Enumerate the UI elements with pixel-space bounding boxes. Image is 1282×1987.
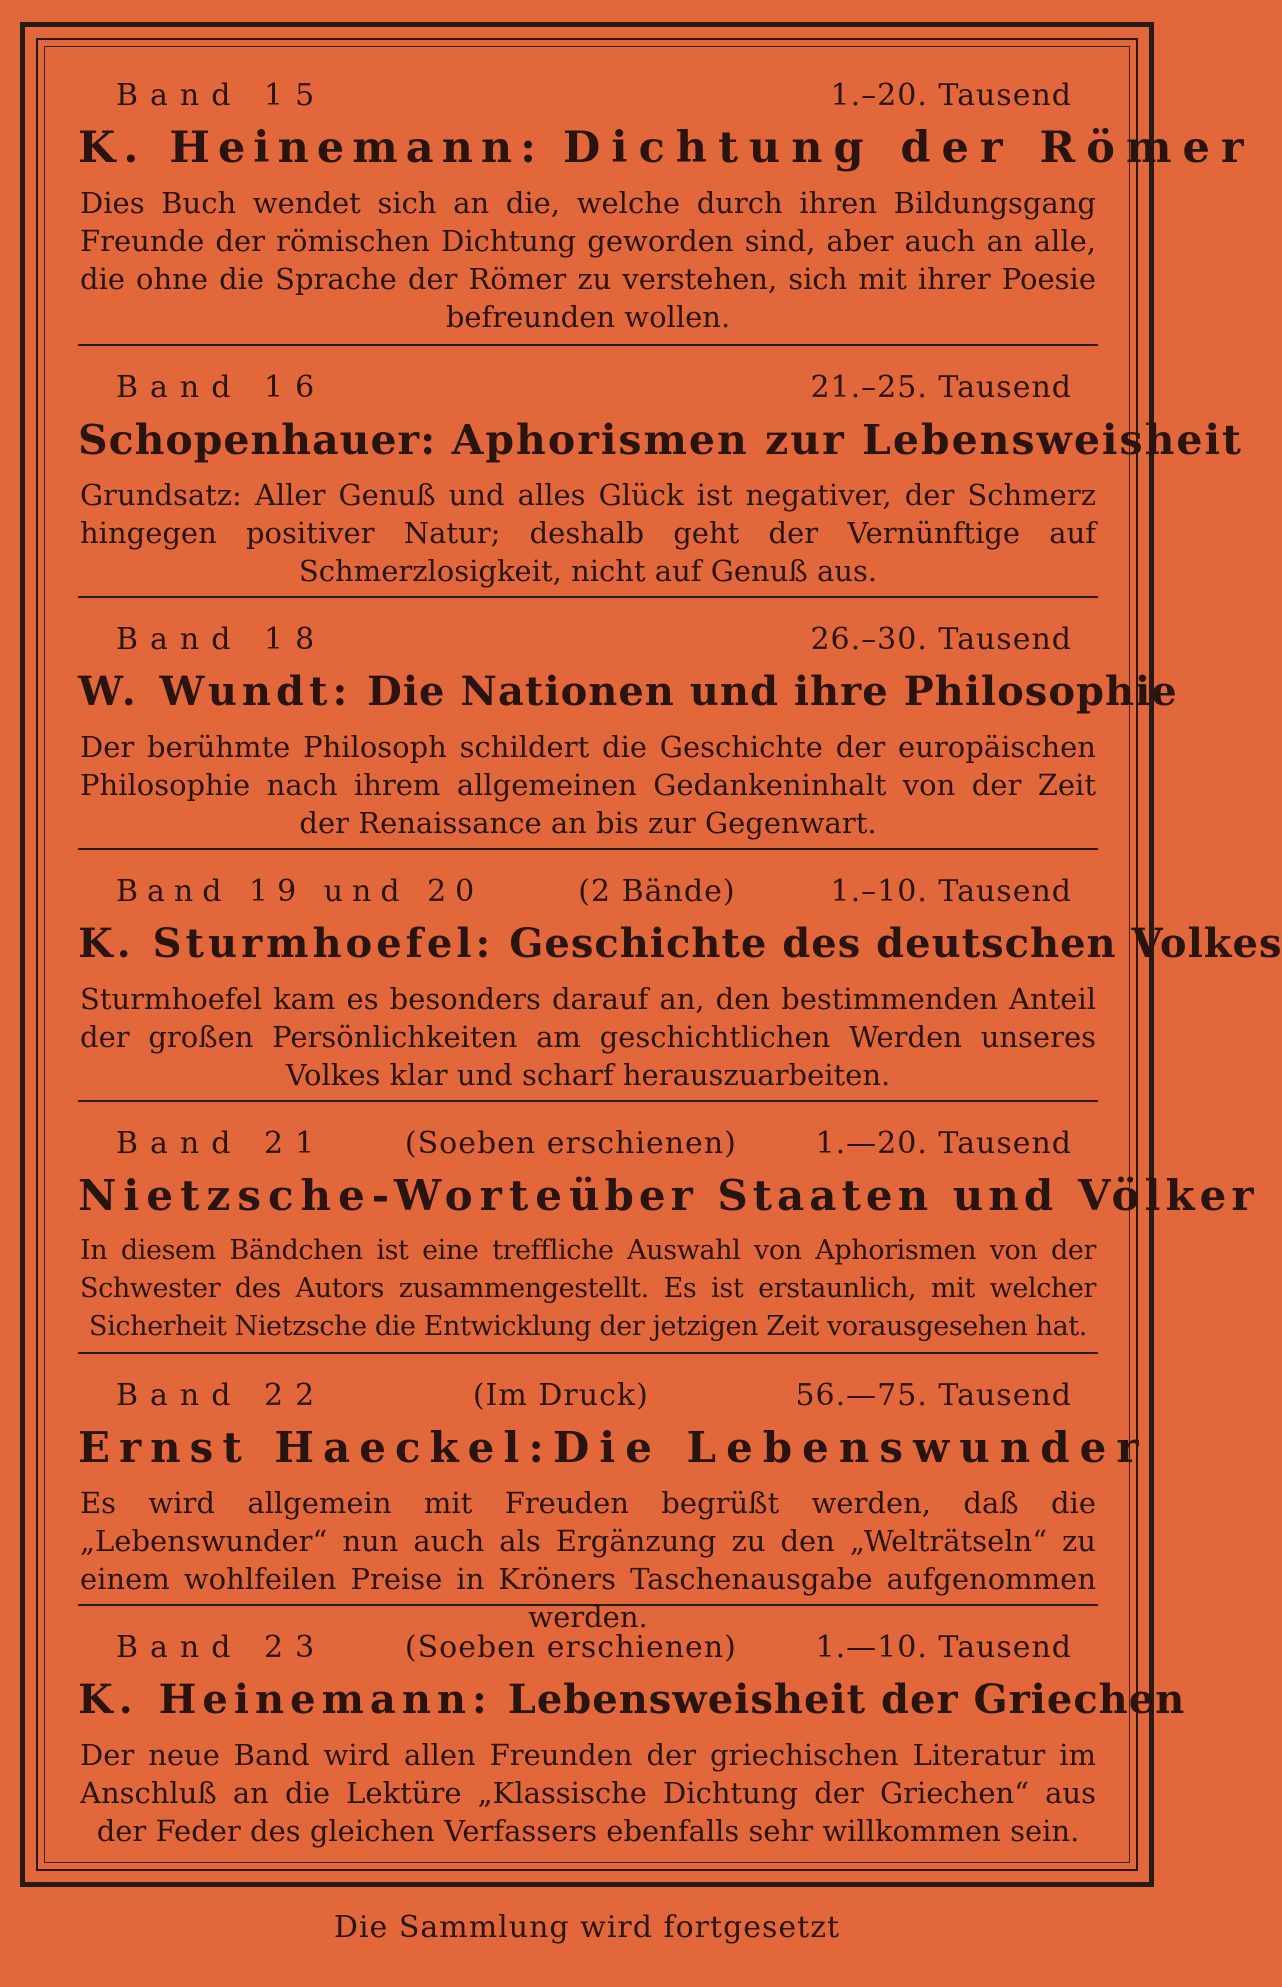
entry-title bbox=[78, 916, 1282, 972]
entry-description: Der neue Band wird allen Freunden der griechischen Literatur im Anschluß an die Lektüre „Klassische Dichtung der Griechen“ aus der Feder des gleichen Verfassers ebenfalls sehr willkommen sein. bbox=[80, 1738, 1096, 1848]
entry-headline bbox=[78, 1630, 1098, 1670]
entry-description: Es wird allgemein mit Freuden begrüßt werden, daß die „Lebenswunder“ nun auch als Ergänzung zu den „Welträtseln“ zu einem wohlfeilen Preise in Kröners Taschenausgabe aufgenommen werden. bbox=[80, 1486, 1096, 1634]
print-run: 56.—75. Tausend bbox=[795, 1378, 1072, 1413]
author-name: W. Wundt: bbox=[78, 668, 353, 715]
catalog-entry bbox=[78, 1624, 1186, 1848]
divider bbox=[78, 1352, 1098, 1354]
work-title: Lebensweisheit der Griechen bbox=[507, 1676, 1186, 1723]
edition-note: (2 Bände) bbox=[578, 874, 736, 909]
footer-note: Die Sammlung wird fortgesetzt bbox=[333, 1910, 841, 1945]
entry-title bbox=[78, 1168, 1259, 1224]
band-number: Band 23 bbox=[116, 1630, 327, 1665]
band-number: Band 21 bbox=[116, 1126, 327, 1161]
band-number: Band 18 bbox=[116, 622, 327, 657]
entry-headline bbox=[78, 370, 1098, 410]
entry-description: Grundsatz: Aller Genuß und alles Glück ist negativer, der Schmerz hingegen positiver Natur; deshalb geht der Vernünftige auf Schmerzlosigkeit, nicht auf Genuß aus. bbox=[80, 478, 1096, 588]
work-title: Aphorismen zur Lebensweisheit bbox=[451, 416, 1243, 464]
entry-headline bbox=[78, 1126, 1098, 1166]
band-number: Band 22 bbox=[116, 1378, 327, 1413]
work-title: Dichtung der Römer bbox=[563, 123, 1255, 173]
catalog-entry bbox=[78, 1372, 1149, 1634]
entry-title bbox=[78, 664, 1178, 720]
print-run: 26.–30. Tausend bbox=[810, 622, 1072, 657]
work-title: Die Nationen und ihre Philosophie bbox=[367, 668, 1178, 715]
author-name: K. Heinemann: bbox=[78, 123, 545, 173]
entry-title bbox=[78, 120, 1255, 176]
print-run: 1.—10. Tausend bbox=[815, 1630, 1072, 1665]
catalog-entry bbox=[78, 1120, 1259, 1342]
print-run: 1.–20. Tausend bbox=[830, 78, 1072, 113]
divider bbox=[78, 344, 1098, 346]
entry-title bbox=[78, 1420, 1149, 1476]
work-title: über Staaten und Völker bbox=[568, 1171, 1259, 1220]
divider bbox=[78, 596, 1098, 598]
author-name: Schopenhauer: bbox=[78, 416, 437, 464]
author-name: K. Sturmhoefel: bbox=[78, 920, 495, 967]
author-name: K. Heinemann: bbox=[78, 1676, 493, 1723]
entry-headline bbox=[78, 78, 1098, 118]
edition-note: (Im Druck) bbox=[472, 1378, 649, 1413]
band-number: Band 15 bbox=[116, 78, 327, 113]
entry-description: Dies Buch wendet sich an die, welche durch ihren Bildungsgang Freunde der römischen Dichtung geworden sind, aber auch an alle, die ohne die Sprache der Römer zu verstehen, sich mit ihrer Poesie befreunden wollen. bbox=[80, 186, 1096, 334]
entry-headline bbox=[78, 622, 1098, 662]
entry-headline bbox=[78, 874, 1098, 914]
catalog-entry bbox=[78, 868, 1282, 1092]
entry-description: Der berühmte Philosoph schildert die Geschichte der europäischen Philosophie nach ihrem allgemeinen Gedankeninhalt von der Zeit der Renaissance an bis zur Gegenwart. bbox=[80, 730, 1096, 840]
divider bbox=[78, 848, 1098, 850]
entry-description: Sturmhoefel kam es besonders darauf an, den bestimmenden Anteil der großen Persönlichkeiten am geschichtlichen Werden unseres Volkes klar und scharf herauszuarbeiten. bbox=[80, 982, 1096, 1092]
work-title: Die Lebenswunder bbox=[552, 1423, 1149, 1472]
author-name: Ernst Haeckel: bbox=[78, 1423, 553, 1472]
entry-headline bbox=[78, 1378, 1098, 1418]
print-run: 1.–10. Tausend bbox=[830, 874, 1072, 909]
entry-description: In diesem Bändchen ist eine treffliche Auswahl von Aphorismen von der Schwester des Autors zusammengestellt. Es ist erstaunlich, mit welcher Sicherheit Nietzsche die Entwicklung der jetzigen Zeit vorausgesehen hat. bbox=[80, 1235, 1096, 1342]
divider bbox=[78, 1100, 1098, 1102]
catalog-list bbox=[78, 72, 1282, 1848]
band-number: Band 19 und 20 bbox=[116, 874, 484, 909]
edition-note: (Soeben erschienen) bbox=[404, 1630, 737, 1665]
work-title: Geschichte des deutschen Volkes bbox=[509, 920, 1282, 967]
entry-title bbox=[78, 412, 1243, 468]
entry-title bbox=[78, 1672, 1186, 1728]
print-run: 1.—20. Tausend bbox=[815, 1126, 1072, 1161]
catalog-entry bbox=[78, 364, 1243, 588]
edition-note: (Soeben erschienen) bbox=[404, 1126, 737, 1161]
author-name: Nietzsche-Worte bbox=[78, 1171, 569, 1220]
catalog-entry bbox=[78, 616, 1178, 840]
band-number: Band 16 bbox=[116, 370, 327, 405]
catalog-entry bbox=[78, 72, 1255, 334]
print-run: 21.–25. Tausend bbox=[810, 370, 1072, 405]
